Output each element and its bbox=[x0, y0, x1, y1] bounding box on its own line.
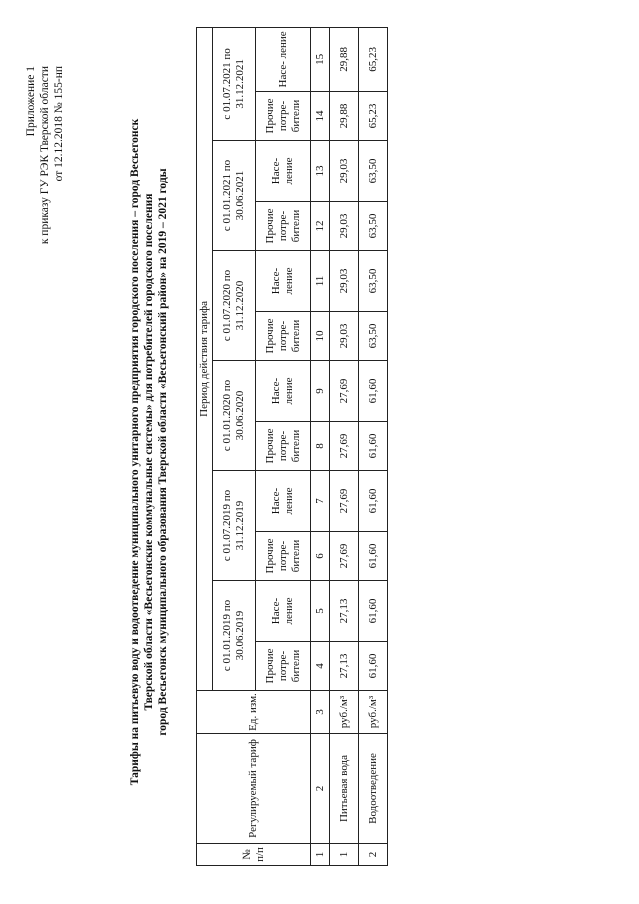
col-number: 6 bbox=[311, 532, 330, 581]
sub-population-2: Насе- ление bbox=[256, 471, 311, 532]
value-cell: 27,69 bbox=[330, 422, 359, 471]
row-number: 2 bbox=[359, 844, 388, 866]
col-number: 14 bbox=[311, 92, 330, 141]
value-cell: 29,03 bbox=[330, 202, 359, 251]
value-cell: 61,60 bbox=[359, 422, 388, 471]
sub-population-5: Насе- ление bbox=[256, 141, 311, 202]
period-2: с 01.07.2019 по 31.12.2019 bbox=[213, 471, 256, 581]
value-cell: 27,13 bbox=[330, 642, 359, 691]
row-unit: руб./м³ bbox=[330, 691, 359, 734]
sub-other-4: Прочие потре- бители bbox=[256, 312, 311, 361]
sub-other-2: Прочие потре- бители bbox=[256, 532, 311, 581]
sub-other-1: Прочие потре- бители bbox=[256, 642, 311, 691]
col-number: 3 bbox=[311, 691, 330, 734]
appendix-line-2: к приказу ГУ РЭК Тверской области bbox=[39, 66, 51, 245]
col-number: 2 bbox=[311, 734, 330, 844]
sub-other-3: Прочие потре- бители bbox=[256, 422, 311, 471]
col-number: 11 bbox=[311, 251, 330, 312]
col-number: 10 bbox=[311, 312, 330, 361]
col-number: 13 bbox=[311, 141, 330, 202]
value-cell: 63,50 bbox=[359, 312, 388, 361]
col-number: 1 bbox=[311, 844, 330, 866]
sub-other-6: Прочие потре- бители bbox=[256, 92, 311, 141]
appendix-line-3: от 12.12.2018 № 155-нп bbox=[53, 66, 65, 182]
row-unit: руб./м³ bbox=[359, 691, 388, 734]
value-cell: 61,60 bbox=[359, 361, 388, 422]
sub-other-5: Прочие потре- бители bbox=[256, 202, 311, 251]
col-number: 5 bbox=[311, 581, 330, 642]
col-number: 15 bbox=[311, 27, 330, 91]
value-cell: 65,23 bbox=[359, 92, 388, 141]
value-cell: 27,69 bbox=[330, 361, 359, 422]
period-6: с 01.07.2021 по 31.12.2021 bbox=[213, 27, 256, 140]
row-tariff-name: Питьевая вода bbox=[330, 734, 359, 844]
sub-population-4: Насе- ление bbox=[256, 251, 311, 312]
table-row bbox=[359, 27, 388, 865]
title-line-1: Тарифы на питьевую воду и водоотведение муниципального унитарного предприятия городского поселения – город Весьегонск bbox=[129, 118, 141, 786]
value-cell: 29,03 bbox=[330, 251, 359, 312]
period-5: с 01.01.2021 по 30.06.2021 bbox=[213, 141, 256, 251]
tariff-table bbox=[196, 27, 388, 866]
value-cell: 65,23 bbox=[359, 27, 388, 91]
value-cell: 61,60 bbox=[359, 532, 388, 581]
value-cell: 29,88 bbox=[330, 92, 359, 141]
row-number: 1 bbox=[330, 844, 359, 866]
header-period: Период действия тарифа bbox=[197, 27, 213, 690]
value-cell: 29,03 bbox=[330, 141, 359, 202]
col-number: 9 bbox=[311, 361, 330, 422]
period-4: с 01.07.2020 по 31.12.2020 bbox=[213, 251, 256, 361]
appendix-line-1: Приложение 1 bbox=[25, 66, 37, 137]
document-title bbox=[128, 0, 170, 904]
appendix-note bbox=[24, 66, 66, 244]
value-cell: 63,50 bbox=[359, 251, 388, 312]
value-cell: 27,69 bbox=[330, 532, 359, 581]
table-row bbox=[330, 27, 359, 865]
value-cell: 63,50 bbox=[359, 202, 388, 251]
col-number: 8 bbox=[311, 422, 330, 471]
period-1: с 01.01.2019 по 30.06.2019 bbox=[213, 581, 256, 691]
value-cell: 29,03 bbox=[330, 312, 359, 361]
value-cell: 63,50 bbox=[359, 141, 388, 202]
value-cell: 27,69 bbox=[330, 471, 359, 532]
period-3: с 01.01.2020 по 30.06.2020 bbox=[213, 361, 256, 471]
header-unit: Ед. изм. bbox=[197, 691, 311, 734]
title-line-3: город Весьегонск муниципального образования Тверской области «Весьегонский район» на 2019 – 2021 годы bbox=[157, 168, 169, 736]
value-cell: 29,88 bbox=[330, 27, 359, 91]
row-tariff-name: Водоотведение bbox=[359, 734, 388, 844]
col-number: 4 bbox=[311, 642, 330, 691]
value-cell: 61,60 bbox=[359, 642, 388, 691]
col-number: 7 bbox=[311, 471, 330, 532]
title-line-2: Тверской области «Весьегонские коммунальные системы» для потребителей городского поселения bbox=[143, 193, 155, 711]
value-cell: 61,60 bbox=[359, 471, 388, 532]
col-number: 12 bbox=[311, 202, 330, 251]
sub-population-1: Насе- ление bbox=[256, 581, 311, 642]
header-no: № п/п bbox=[197, 844, 311, 866]
value-cell: 27,13 bbox=[330, 581, 359, 642]
sub-population-6: Насе- ление bbox=[256, 27, 311, 91]
sub-population-3: Насе- ление bbox=[256, 361, 311, 422]
header-tariff: Регулируемый тариф bbox=[197, 734, 311, 844]
value-cell: 61,60 bbox=[359, 581, 388, 642]
